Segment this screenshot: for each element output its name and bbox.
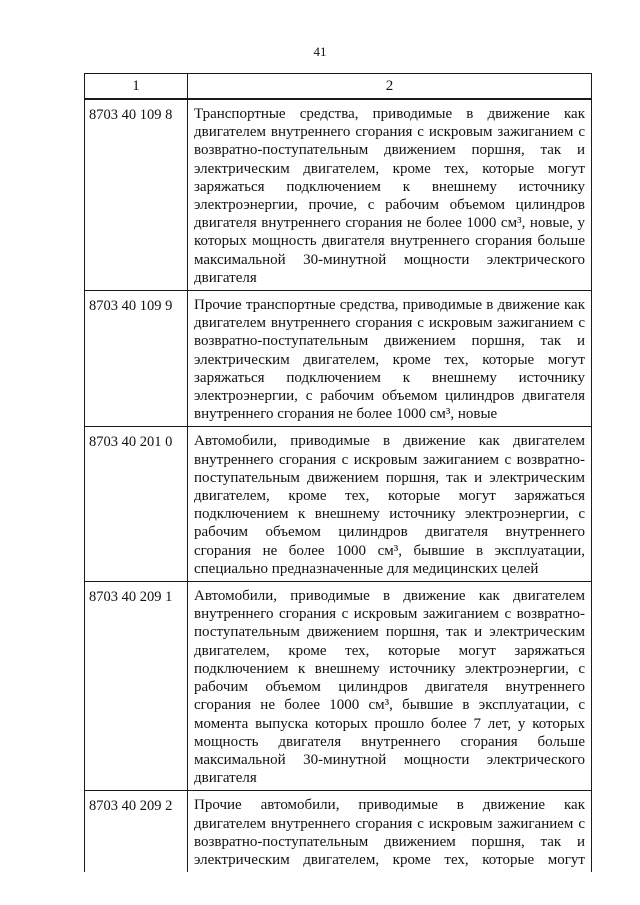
goods-description [188,99,592,291]
description-line: возвратно-поступательным движением поршня, так и [194,333,585,350]
tariff-code: 8703 40 209 2 [85,791,188,872]
description-line: двигателя [194,269,257,286]
description-line: Автомобили, приводимые в движение как двигателем [194,433,585,450]
goods-description [188,791,592,872]
table-row [85,791,592,872]
description-line: электрическим двигателем, кроме тех, которые могут [194,160,585,177]
description-line: двигателем внутреннего сгорания с искровым зажиганием с [194,124,585,141]
description-line: двигателем, кроме тех, которые могут заряжаться [194,488,585,505]
tariff-code: 8703 40 209 1 [85,582,188,791]
description-line: подключением к внешнему источнику электроэнергии, с [194,506,585,523]
table-row [85,582,592,791]
table-row [85,291,592,427]
tariff-code: 8703 40 201 0 [85,427,188,582]
description-line: которых мощность двигателя внутреннего сгорания больше [194,233,585,250]
description-line: поступательным движением поршня, так и электрическим [194,469,585,486]
table-header-row [85,74,592,100]
description-line: заряжаться подключением к внешнему источнику [194,178,585,195]
description-line: Транспортные средства, приводимые в движение как [194,106,585,122]
goods-description [188,291,592,427]
description-line: возвратно-поступательным движением поршня, так и [194,833,585,850]
column-header-1: 1 [85,74,188,100]
description-line: двигателя [194,770,257,787]
description-line: внутреннего сгорания с искровым зажиганием с возвратно- [194,606,585,623]
tariff-code: 8703 40 109 8 [85,99,188,291]
description-line: максимальной 30-минутной мощности электрического [194,251,585,268]
description-line: внутреннего сгорания с искровым зажиганием с возвратно- [194,451,585,468]
goods-description [188,582,592,791]
goods-description [188,427,592,582]
description-line: заряжаться подключением к внешнему источнику [194,369,585,386]
description-line: двигателем, кроме тех, которые могут заряжаться [194,642,585,659]
description-line: рабочим объемом цилиндров двигателя внутреннего [194,524,585,541]
description-line: максимальной 30-минутной мощности электрического [194,751,585,768]
description-line: рабочим объемом цилиндров двигателя внутреннего [194,679,585,696]
description-line: электрическим двигателем, кроме тех, которые могут [194,351,585,368]
description-line: Автомобили, приводимые в движение как двигателем [194,588,585,605]
description-line: подключением к внешнему источнику электроэнергии, с [194,660,585,677]
description-line: мощность двигателя внутреннего сгорания больше [194,733,585,750]
description-line: двигателем внутреннего сгорания с искровым зажиганием с [194,315,585,332]
table-row [85,427,592,582]
description-line: двигателем внутреннего сгорания с искровым зажиганием с [194,815,585,832]
description-line: Прочие транспортные средства, приводимые в движение как [194,297,585,314]
tariff-code: 8703 40 109 9 [85,291,188,427]
description-line: поступательным движением поршня, так и электрическим [194,624,585,641]
description-line: момента выпуска которых прошло более 7 лет, у которых [194,715,585,732]
tariff-table [84,73,592,872]
description-line: двигателя внутреннего сгорания не более 1000 см³, новые, у [194,215,585,232]
description-line: электроэнергии, прочие, с рабочим объемом цилиндров [194,197,585,214]
description-line: сгорания не более 1000 см³, бывшие в эксплуатации, [194,542,585,559]
table-row [85,99,592,291]
column-header-2: 2 [188,74,592,100]
page-number: 41 [313,44,327,59]
description-line: электроэнергии, с рабочим объемом цилиндров двигателя [194,388,585,405]
description-line: Прочие автомобили, приводимые в движение как [194,797,585,814]
description-line: внутреннего сгорания не более 1000 см³, новые [194,406,498,423]
description-line: возвратно-поступательным движением поршня, так и [194,142,585,159]
description-line: сгорания не более 1000 см³, бывшие в эксплуатации, с [194,697,585,714]
description-line: специально предназначенные для медицинских целей [194,560,539,577]
description-line: электрическим двигателем, кроме тех, которые могут [194,851,585,868]
